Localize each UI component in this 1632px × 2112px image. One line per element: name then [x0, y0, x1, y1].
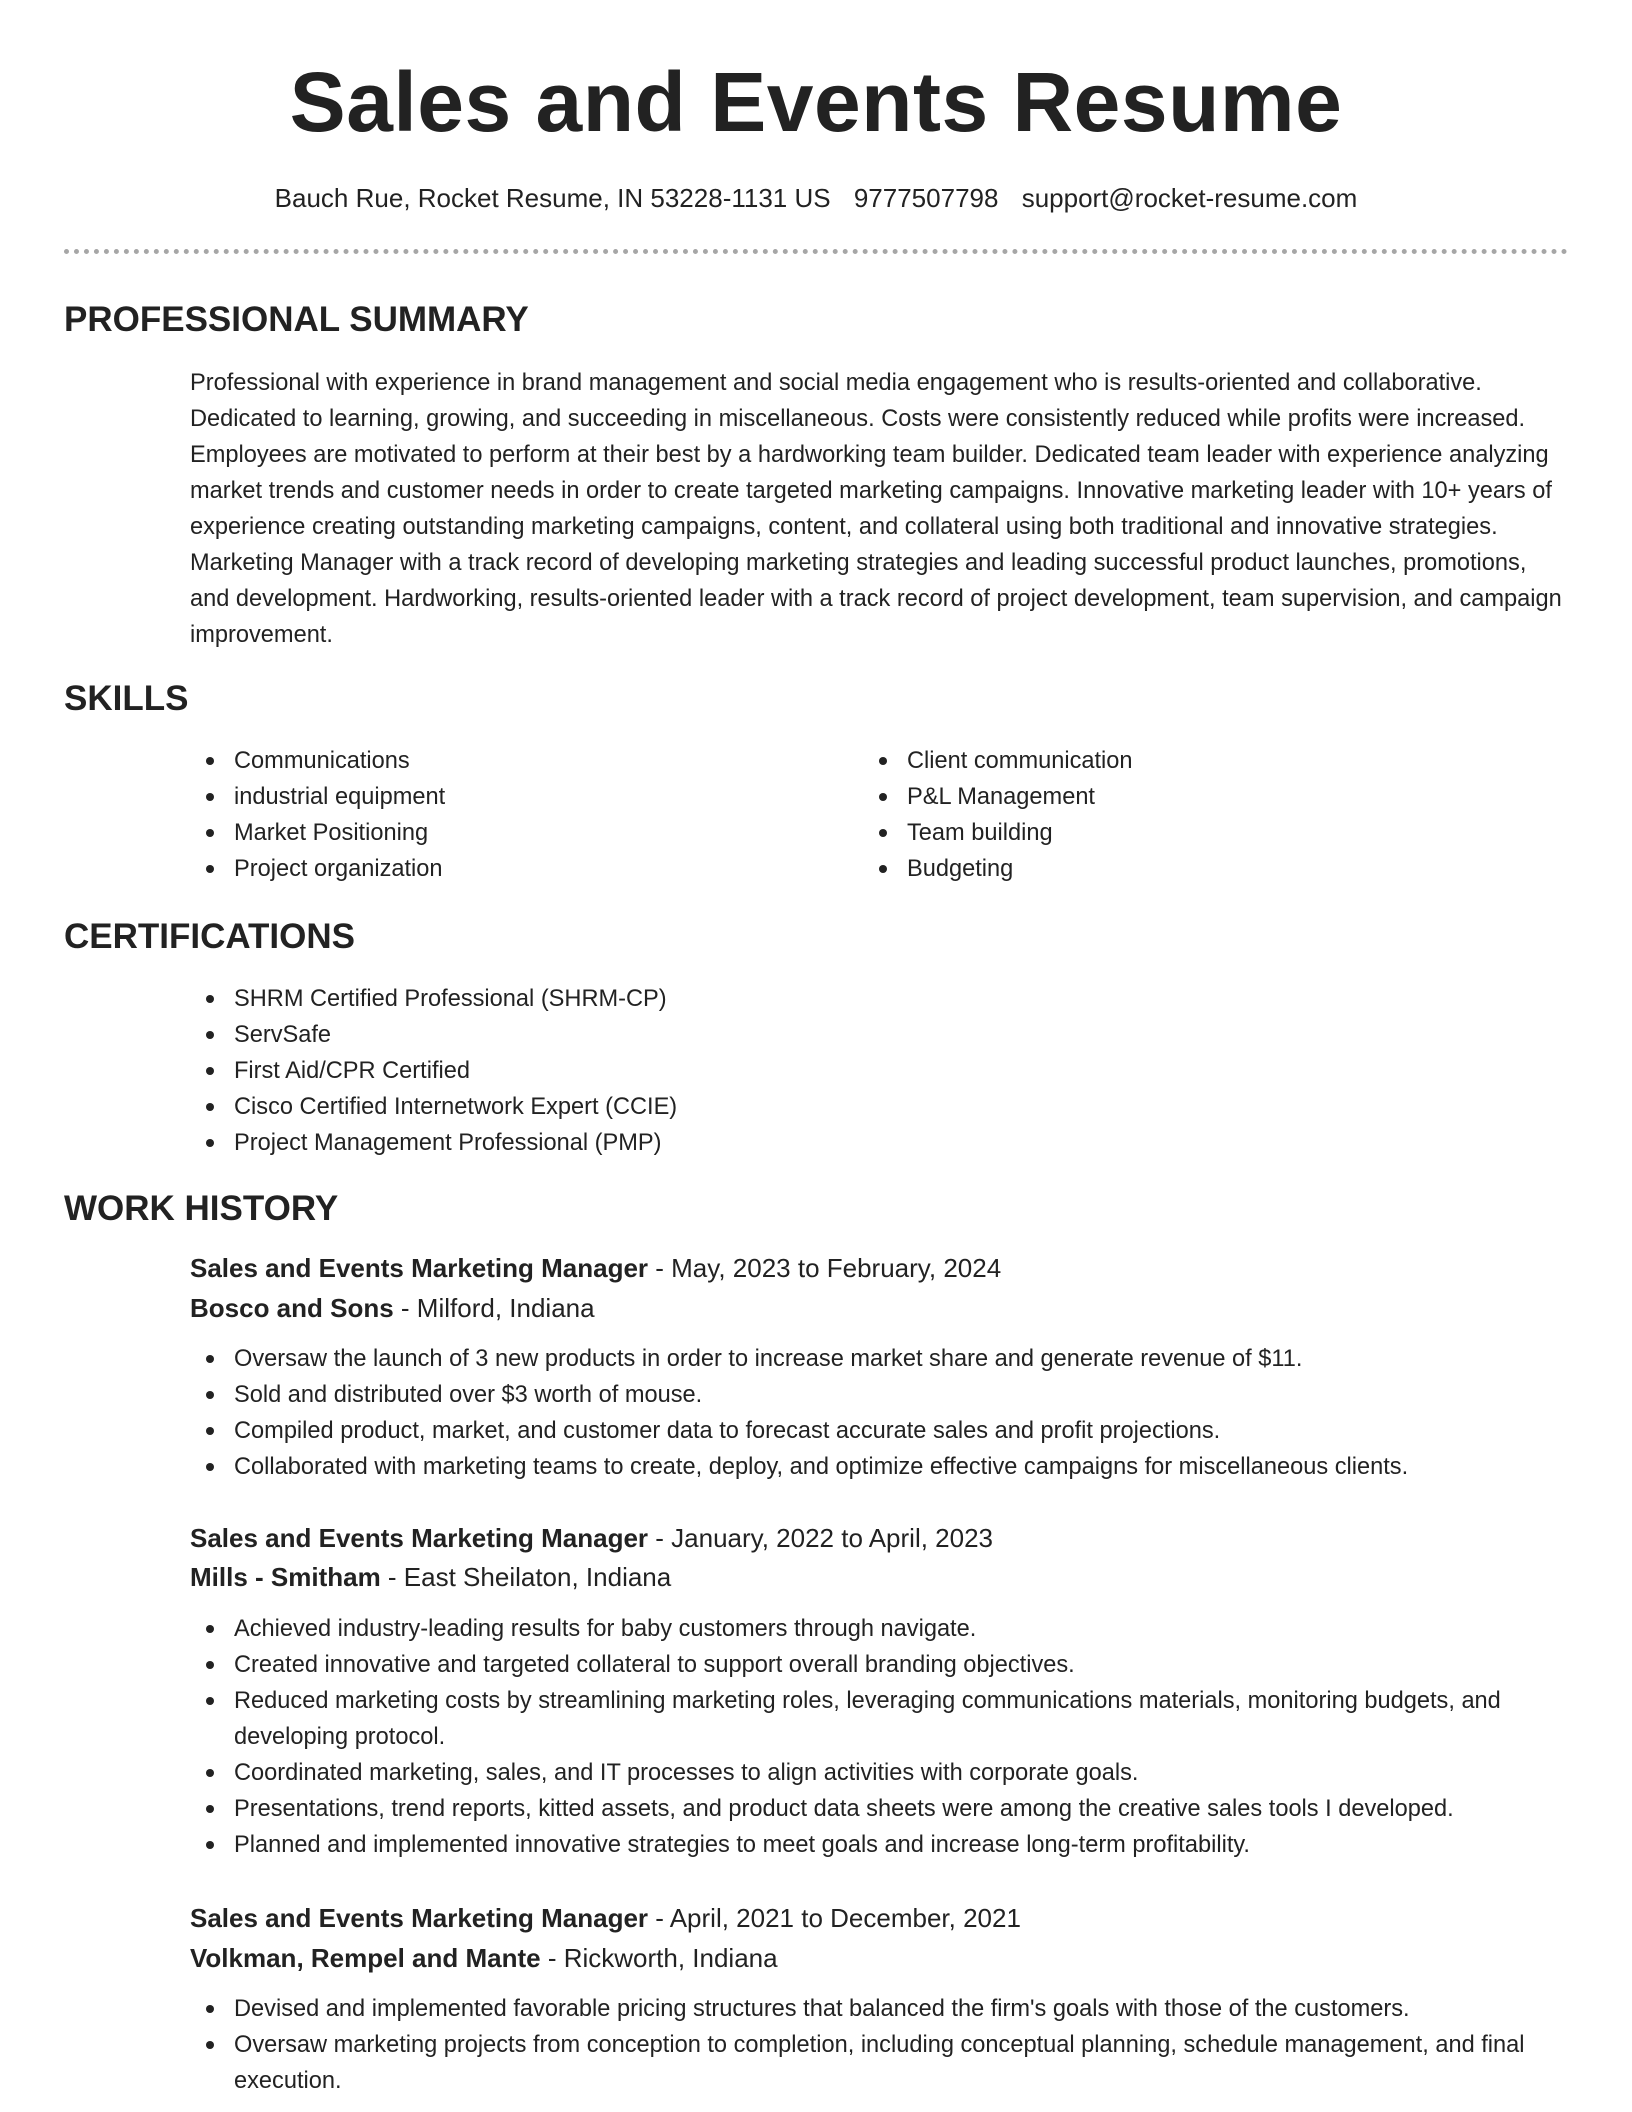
list-item: Achieved industry-leading results for baby customers through navigate. [190, 1611, 1570, 1647]
skills-list-right [863, 743, 1503, 887]
list-item: Reduced marketing costs by streamlining marketing roles, leveraging communications materials, monitoring budgets, and developing protocol. [190, 1683, 1570, 1755]
job-title-line [190, 1899, 1021, 1937]
resume-title: Sales and Events Resume [289, 55, 1343, 149]
job-bullets [190, 1991, 1570, 2099]
list-item: SHRM Certified Professional (SHRM-CP) [190, 981, 1570, 1017]
job-company-line [190, 1289, 595, 1327]
job-company-line [190, 1939, 778, 1977]
job-bullets [190, 1341, 1570, 1485]
list-item: Client communication [863, 743, 1503, 779]
certifications-heading: CERTIFICATIONS [64, 917, 356, 956]
job-location: - Rickworth, Indiana [540, 1943, 778, 1973]
list-item: Created innovative and targeted collateral to support overall branding objectives. [190, 1647, 1570, 1683]
job-dates: - April, 2021 to December, 2021 [648, 1903, 1021, 1933]
job-title: Sales and Events Marketing Manager [190, 1523, 649, 1553]
list-item: First Aid/CPR Certified [190, 1053, 1570, 1089]
job-company-line [190, 1558, 671, 1596]
list-item: P&L Management [863, 779, 1503, 815]
contact-line [0, 180, 1632, 216]
contact-address: Bauch Rue, Rocket Resume, IN 53228-1131 US [274, 183, 831, 213]
list-item: Oversaw marketing projects from conception to completion, including conceptual planning, schedule management, and final execution. [190, 2027, 1570, 2099]
contact-email: support@rocket-resume.com [1021, 183, 1358, 213]
summary-heading: PROFESSIONAL SUMMARY [64, 300, 529, 339]
list-item: Budgeting [863, 851, 1503, 887]
list-item: industrial equipment [190, 779, 830, 815]
list-item: Planned and implemented innovative strategies to meet goals and increase long-term profitability. [190, 1827, 1570, 1863]
list-item: Project Management Professional (PMP) [190, 1125, 1570, 1161]
list-item: Coordinated marketing, sales, and IT processes to align activities with corporate goals. [190, 1755, 1570, 1791]
list-item: Project organization [190, 851, 830, 887]
job-dates: - January, 2022 to April, 2023 [648, 1523, 994, 1553]
contact-phone: 9777507798 [853, 183, 999, 213]
job-title-line [190, 1519, 993, 1557]
job-title: Sales and Events Marketing Manager [190, 1253, 649, 1283]
list-item: Team building [863, 815, 1503, 851]
list-item: Communications [190, 743, 830, 779]
list-item: Presentations, trend reports, kitted assets, and product data sheets were among the creative sales tools I developed. [190, 1791, 1570, 1827]
list-item: Oversaw the launch of 3 new products in order to increase market share and generate revenue of $11. [190, 1341, 1570, 1377]
list-item: Cisco Certified Internetwork Expert (CCIE) [190, 1089, 1570, 1125]
list-item: Devised and implemented favorable pricing structures that balanced the firm's goals with those of the customers. [190, 1991, 1570, 2027]
work-history-heading: WORK HISTORY [64, 1189, 339, 1228]
header-divider [64, 249, 1568, 254]
job-company: Mills - Smitham [190, 1562, 381, 1592]
job-location: - Milford, Indiana [393, 1293, 595, 1323]
list-item: Collaborated with marketing teams to create, deploy, and optimize effective campaigns for miscellaneous clients. [190, 1449, 1570, 1485]
list-item: Market Positioning [190, 815, 830, 851]
list-item: Sold and distributed over $3 worth of mouse. [190, 1377, 1570, 1413]
list-item: ServSafe [190, 1017, 1570, 1053]
job-company: Volkman, Rempel and Mante [190, 1943, 541, 1973]
job-company: Bosco and Sons [190, 1293, 394, 1323]
job-bullets [190, 1611, 1570, 1863]
job-title-line [190, 1249, 1001, 1287]
summary-text: Professional with experience in brand management and social media engagement who is results-oriented and collaborative. Dedicated to learning, growing, and succeeding in miscellaneous. Costs were consistently reduced while profits were increased. Employees are motivated to perform at their best by a hardworking team builder. Dedicated team leader with experience analyzing market trends and customer needs in order to create targeted marketing campaigns. Innovative marketing leader with 10+ years of experience creating outstanding marketing campaigns, content, and collateral using both traditional and innovative strategies. Marketing Manager with a track record of developing marketing strategies and leading successful product launches, promotions, and development. Hardworking, results-oriented leader with a track record of project development, team supervision, and campaign improvement. [190, 370, 1562, 648]
job-location: - East Sheilaton, Indiana [380, 1562, 672, 1592]
skills-heading: SKILLS [64, 679, 189, 718]
skills-list-left [190, 743, 830, 887]
job-title: Sales and Events Marketing Manager [190, 1903, 649, 1933]
certifications-list [190, 981, 1570, 1161]
job-dates: - May, 2023 to February, 2024 [648, 1253, 1002, 1283]
list-item: Compiled product, market, and customer data to forecast accurate sales and profit projections. [190, 1413, 1570, 1449]
